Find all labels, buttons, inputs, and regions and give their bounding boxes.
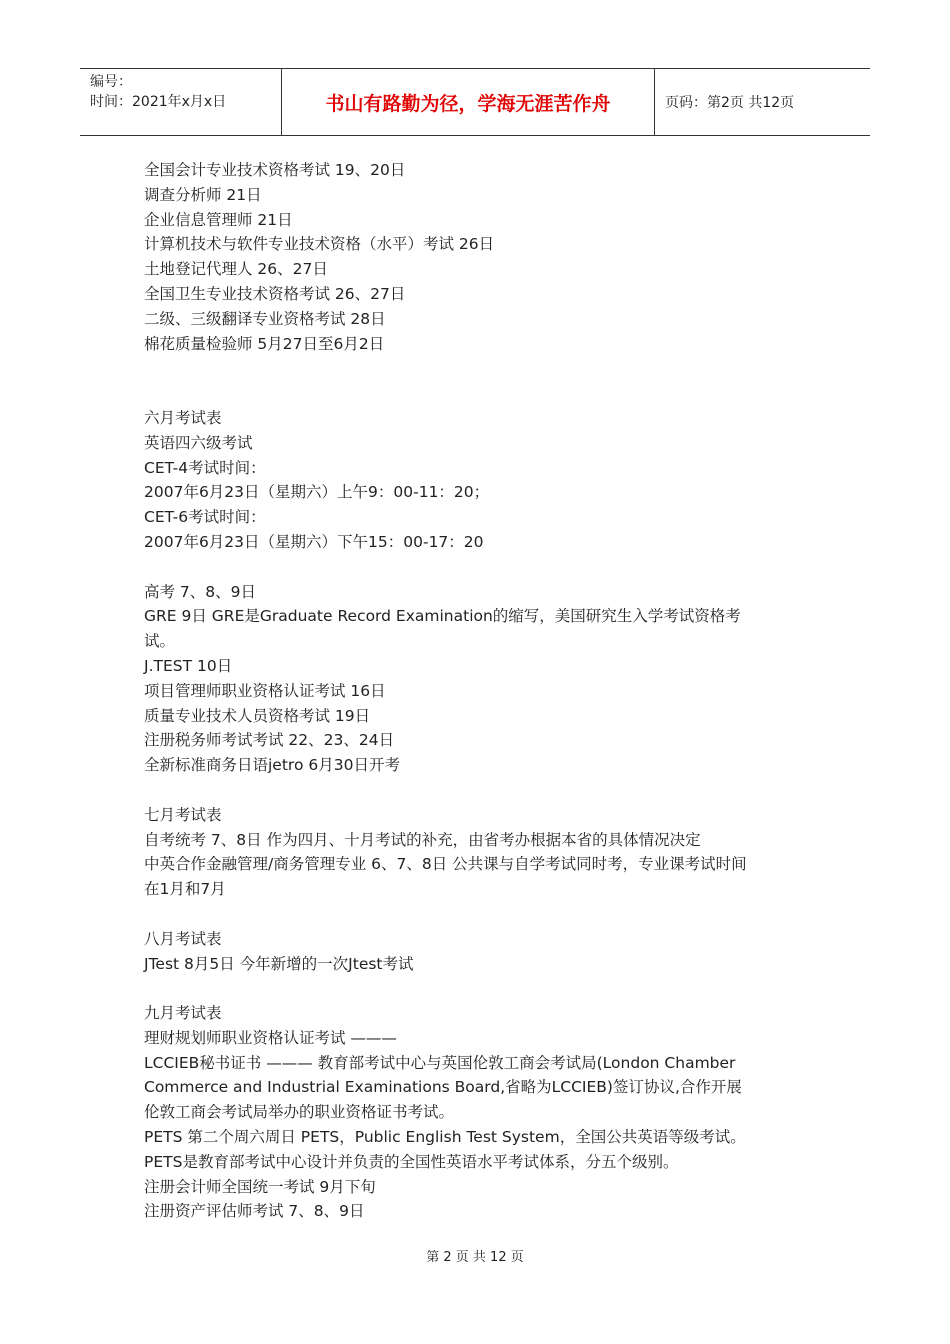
text-line: 2007年6月23日（星期六）上午9：00-11：20； bbox=[144, 483, 490, 502]
text-line: 全新标准商务日语jetro 6月30日开考 bbox=[144, 756, 400, 775]
text-line: PETS是教育部考试中心设计并负责的全国性英语水平考试体系，分五个级别。 bbox=[144, 1152, 679, 1171]
text-line: 全国卫生专业技术资格考试 26、27日 bbox=[144, 284, 406, 303]
section-heading-july: 七月考试表 bbox=[144, 805, 222, 824]
text-line: Commerce and Industrial Examinations Board,省略为LCCIEB)签订协议,合作开展 bbox=[144, 1078, 742, 1097]
text-line: 中英合作金融管理/商务管理专业 6、7、8日 公共课与自学考试同时考，专业课考试时间 bbox=[144, 855, 747, 874]
text-line: JTest 8月5日 今年新增的一次Jtest考试 bbox=[144, 954, 414, 973]
text-line: LCCIEB秘书证书 ——— 教育部考试中心与英国伦敦工商会考试局(London Chamber bbox=[144, 1053, 736, 1072]
text-line: 在1月和7月 bbox=[144, 880, 226, 899]
section-heading-september: 九月考试表 bbox=[144, 1004, 222, 1023]
time-label: 时间：2021年x月x日 bbox=[90, 94, 227, 110]
serial-label: 编号： bbox=[90, 74, 132, 90]
text-line: 自考统考 7、8日 作为四月、十月考试的补充，由省考办根据本省的具体情况决定 bbox=[144, 830, 701, 849]
text-line: 调查分析师 21日 bbox=[144, 185, 262, 204]
text-line: 英语四六级考试 bbox=[144, 433, 253, 452]
page-footer: 第 2 页 共 12 页 bbox=[426, 1250, 524, 1265]
header-motto: 书山有路勤为径，学海无涯苦作舟 bbox=[282, 69, 655, 135]
text-line: J.TEST 10日 bbox=[144, 656, 233, 675]
text-line: 土地登记代理人 26、27日 bbox=[144, 260, 328, 279]
text-line: 伦敦工商会考试局举办的职业资格证书考试。 bbox=[144, 1103, 455, 1122]
text-line: 注册会计师全国统一考试 9月下旬 bbox=[144, 1177, 376, 1196]
document-body bbox=[144, 158, 824, 1224]
text-line: 高考 7、8、9日 bbox=[144, 582, 257, 601]
text-line: 二级、三级翻译专业资格考试 28日 bbox=[144, 309, 386, 328]
page-header bbox=[80, 68, 870, 136]
header-page-label: 页码：第2页 共12页 bbox=[665, 95, 795, 111]
text-line: GRE 9日 GRE是Graduate Record Examination的缩写，美国研究生入学考试资格考 bbox=[144, 607, 741, 626]
text-line: 注册税务师考试考试 22、23、24日 bbox=[144, 731, 395, 750]
text-line: 计算机技术与软件专业技术资格（水平）考试 26日 bbox=[144, 235, 495, 254]
text-line: 注册资产评估师考试 7、8、9日 bbox=[144, 1202, 365, 1221]
section-heading-june: 六月考试表 bbox=[144, 408, 222, 427]
text-line: 质量专业技术人员资格考试 19日 bbox=[144, 706, 371, 725]
text-line: PETS 第二个周六周日 PETS，Public English Test System，全国公共英语等级考试。 bbox=[144, 1128, 746, 1147]
text-line: 棉花质量检验师 5月27日至6月2日 bbox=[144, 334, 385, 353]
text-line: 理财规划师职业资格认证考试 ——— bbox=[144, 1028, 397, 1047]
header-meta bbox=[80, 69, 282, 135]
text-line: 2007年6月23日（星期六）下午15：00-17：20 bbox=[144, 532, 484, 551]
text-line: 企业信息管理师 21日 bbox=[144, 210, 293, 229]
text-line: CET-6考试时间： bbox=[144, 508, 266, 527]
text-line: 全国会计专业技术资格考试 19、20日 bbox=[144, 161, 406, 179]
text-line: 项目管理师职业资格认证考试 16日 bbox=[144, 681, 386, 700]
text-line: CET-4考试时间： bbox=[144, 458, 266, 477]
section-heading-august: 八月考试表 bbox=[144, 929, 222, 948]
text-line: 试。 bbox=[144, 632, 176, 651]
